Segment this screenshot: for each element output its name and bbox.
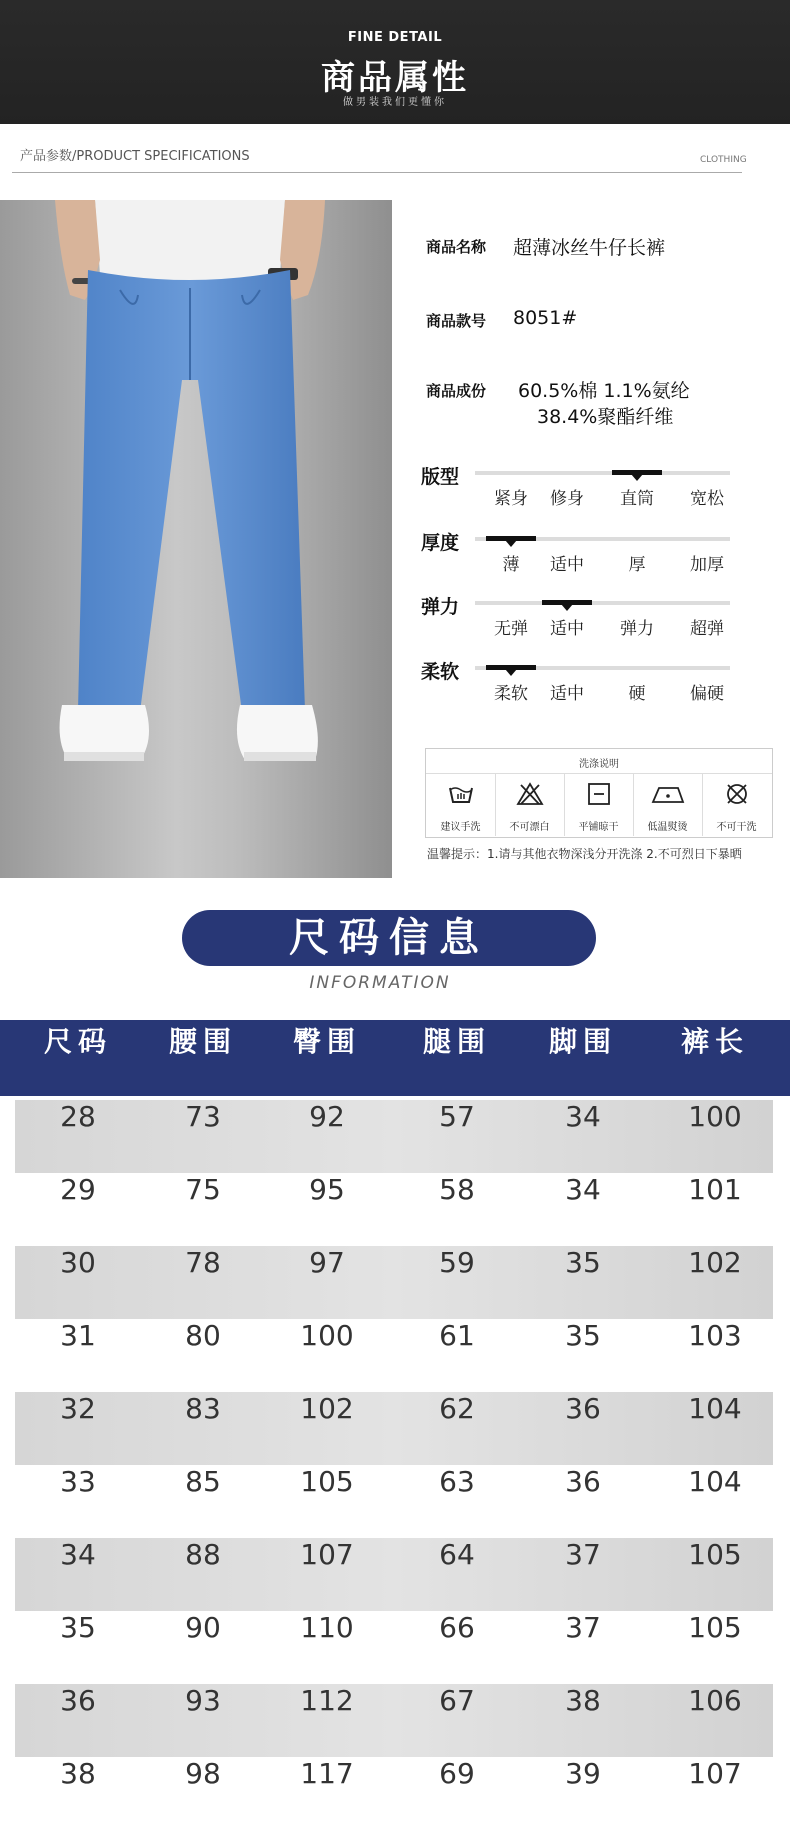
attr-value-material-1: 60.5%棉 1.1%氨纶 [518, 380, 690, 402]
table-cell: 103 [688, 1319, 742, 1352]
scale-option: 无弹 [494, 619, 528, 639]
table-cell: 59 [439, 1246, 475, 1279]
scale-pointer-icon [561, 604, 573, 611]
scale-option: 适中 [550, 619, 584, 639]
table-row [15, 1173, 773, 1246]
table-cell: 35 [565, 1246, 601, 1279]
table-cell: 106 [688, 1684, 742, 1717]
scale-option: 硬 [628, 684, 646, 704]
scale-option: 修身 [550, 489, 584, 509]
attr-value-style-no: 8051# [513, 307, 578, 329]
no-bleach-icon [495, 782, 564, 812]
page-header [0, 0, 790, 124]
scale-option: 厚 [628, 555, 646, 575]
table-cell: 73 [185, 1100, 221, 1133]
table-cell: 95 [309, 1173, 345, 1206]
scale-title: 版型 [421, 466, 460, 488]
table-cell: 67 [439, 1684, 475, 1717]
table-cell: 102 [300, 1392, 354, 1425]
column-header: 裤长 [680, 1025, 749, 1058]
attr-key-material: 商品成份 [426, 382, 487, 400]
care-label: 低温熨烫 [647, 822, 688, 833]
table-cell: 62 [439, 1392, 475, 1425]
care-item [702, 774, 771, 836]
header-cn-title: 商品属性 [321, 58, 469, 98]
clothing-tag: CLOTHING [700, 155, 747, 165]
care-item [495, 774, 565, 836]
table-cell: 80 [185, 1319, 221, 1352]
no-tumble-dry-icon [702, 782, 771, 812]
table-cell: 98 [185, 1757, 221, 1790]
table-cell: 39 [565, 1757, 601, 1790]
table-cell: 33 [60, 1465, 96, 1498]
table-row [15, 1319, 773, 1392]
care-label: 不可干洗 [716, 822, 757, 833]
care-title: 洗涤说明 [579, 759, 619, 770]
table-row [15, 1684, 773, 1757]
table-cell: 36 [565, 1465, 601, 1498]
table-cell: 100 [688, 1100, 742, 1133]
table-cell: 117 [300, 1757, 354, 1790]
table-cell: 101 [688, 1173, 742, 1206]
table-cell: 104 [688, 1465, 742, 1498]
table-row [15, 1757, 773, 1830]
table-cell: 105 [300, 1465, 354, 1498]
scale-option: 超弹 [690, 619, 724, 639]
scale-bar [475, 471, 730, 475]
flat-dry-icon [564, 782, 633, 812]
table-cell: 105 [688, 1538, 742, 1571]
table-row [15, 1100, 773, 1173]
table-cell: 38 [565, 1684, 601, 1717]
table-cell: 61 [439, 1319, 475, 1352]
table-cell: 37 [565, 1611, 601, 1644]
table-cell: 63 [439, 1465, 475, 1498]
column-header: 脚围 [548, 1025, 617, 1058]
table-row [15, 1538, 773, 1611]
scale-pointer-icon [505, 540, 517, 547]
table-cell: 37 [565, 1538, 601, 1571]
table-cell: 32 [60, 1392, 96, 1425]
scale-title: 柔软 [421, 661, 460, 683]
scale-option: 适中 [550, 684, 584, 704]
table-cell: 34 [565, 1173, 601, 1206]
header-en-title: FINE DETAIL [347, 30, 443, 45]
product-photo [0, 200, 392, 878]
scale-pointer-icon [505, 669, 517, 676]
scale-bar [475, 601, 730, 605]
care-item [633, 774, 703, 836]
table-cell: 30 [60, 1246, 96, 1279]
scale-option: 紧身 [494, 489, 528, 509]
attr-value-material-2: 38.4%聚酯纤维 [537, 406, 674, 428]
table-cell: 88 [185, 1538, 221, 1571]
table-cell: 85 [185, 1465, 221, 1498]
table-cell: 107 [300, 1538, 354, 1571]
scale-option: 加厚 [690, 555, 724, 575]
table-cell: 31 [60, 1319, 96, 1352]
table-cell: 97 [309, 1246, 345, 1279]
scale-option: 弹力 [620, 619, 654, 639]
scale-option: 直筒 [620, 489, 654, 509]
care-tip: 温馨提示：1.请与其他衣物深浅分开洗涤 2.不可烈日下暴晒 [427, 847, 742, 861]
care-item [426, 774, 496, 836]
table-cell: 105 [688, 1611, 742, 1644]
scale-option: 偏硬 [690, 684, 724, 704]
header-subtitle: 做男装我们更懂你 [343, 97, 447, 108]
divider [12, 172, 742, 173]
table-row [15, 1465, 773, 1538]
table-row [15, 1246, 773, 1319]
table-cell: 69 [439, 1757, 475, 1790]
table-row [15, 1392, 773, 1465]
column-header: 尺码 [43, 1025, 112, 1058]
scale-pointer-icon [631, 474, 643, 481]
care-label: 平铺晾干 [578, 822, 619, 833]
table-cell: 34 [565, 1100, 601, 1133]
size-info-banner: 尺码信息 [182, 910, 596, 966]
table-cell: 100 [300, 1319, 354, 1352]
table-cell: 36 [565, 1392, 601, 1425]
table-cell: 35 [60, 1611, 96, 1644]
table-cell: 36 [60, 1684, 96, 1717]
hand-wash-icon [426, 782, 495, 812]
scale-title: 弹力 [421, 596, 460, 618]
column-header: 臀围 [292, 1025, 361, 1058]
scale-title: 厚度 [421, 532, 460, 554]
table-cell: 93 [185, 1684, 221, 1717]
table-cell: 112 [300, 1684, 354, 1717]
table-cell: 66 [439, 1611, 475, 1644]
scale-option: 宽松 [690, 489, 724, 509]
table-cell: 83 [185, 1392, 221, 1425]
table-cell: 58 [439, 1173, 475, 1206]
table-cell: 75 [185, 1173, 221, 1206]
table-cell: 90 [185, 1611, 221, 1644]
table-cell: 110 [300, 1611, 354, 1644]
table-cell: 102 [688, 1246, 742, 1279]
care-label: 建议手洗 [440, 822, 481, 833]
table-cell: 34 [60, 1538, 96, 1571]
table-cell: 35 [565, 1319, 601, 1352]
attr-key-name: 商品名称 [426, 238, 487, 256]
table-cell: 38 [60, 1757, 96, 1790]
scale-option: 柔软 [494, 684, 528, 704]
care-instructions [425, 748, 773, 838]
scale-option: 薄 [502, 555, 520, 575]
size-table-header [0, 1020, 790, 1096]
table-cell: 64 [439, 1538, 475, 1571]
table-cell: 92 [309, 1100, 345, 1133]
size-info-subtitle: INFORMATION [309, 973, 451, 993]
table-cell: 57 [439, 1100, 475, 1133]
table-cell: 104 [688, 1392, 742, 1425]
table-cell: 78 [185, 1246, 221, 1279]
attr-key-style-no: 商品款号 [426, 312, 487, 330]
care-item [564, 774, 634, 836]
table-cell: 107 [688, 1757, 742, 1790]
scale-option: 适中 [550, 555, 584, 575]
low-iron-icon [633, 782, 702, 812]
care-label: 不可漂白 [509, 822, 550, 833]
attr-value-name: 超薄冰丝牛仔长裤 [513, 237, 666, 259]
column-header: 腿围 [422, 1025, 491, 1058]
table-row [15, 1611, 773, 1684]
table-cell: 28 [60, 1100, 96, 1133]
table-cell: 29 [60, 1173, 96, 1206]
spec-section-label: 产品参数/PRODUCT SPECIFICATIONS [20, 149, 250, 164]
column-header: 腰围 [168, 1025, 237, 1058]
